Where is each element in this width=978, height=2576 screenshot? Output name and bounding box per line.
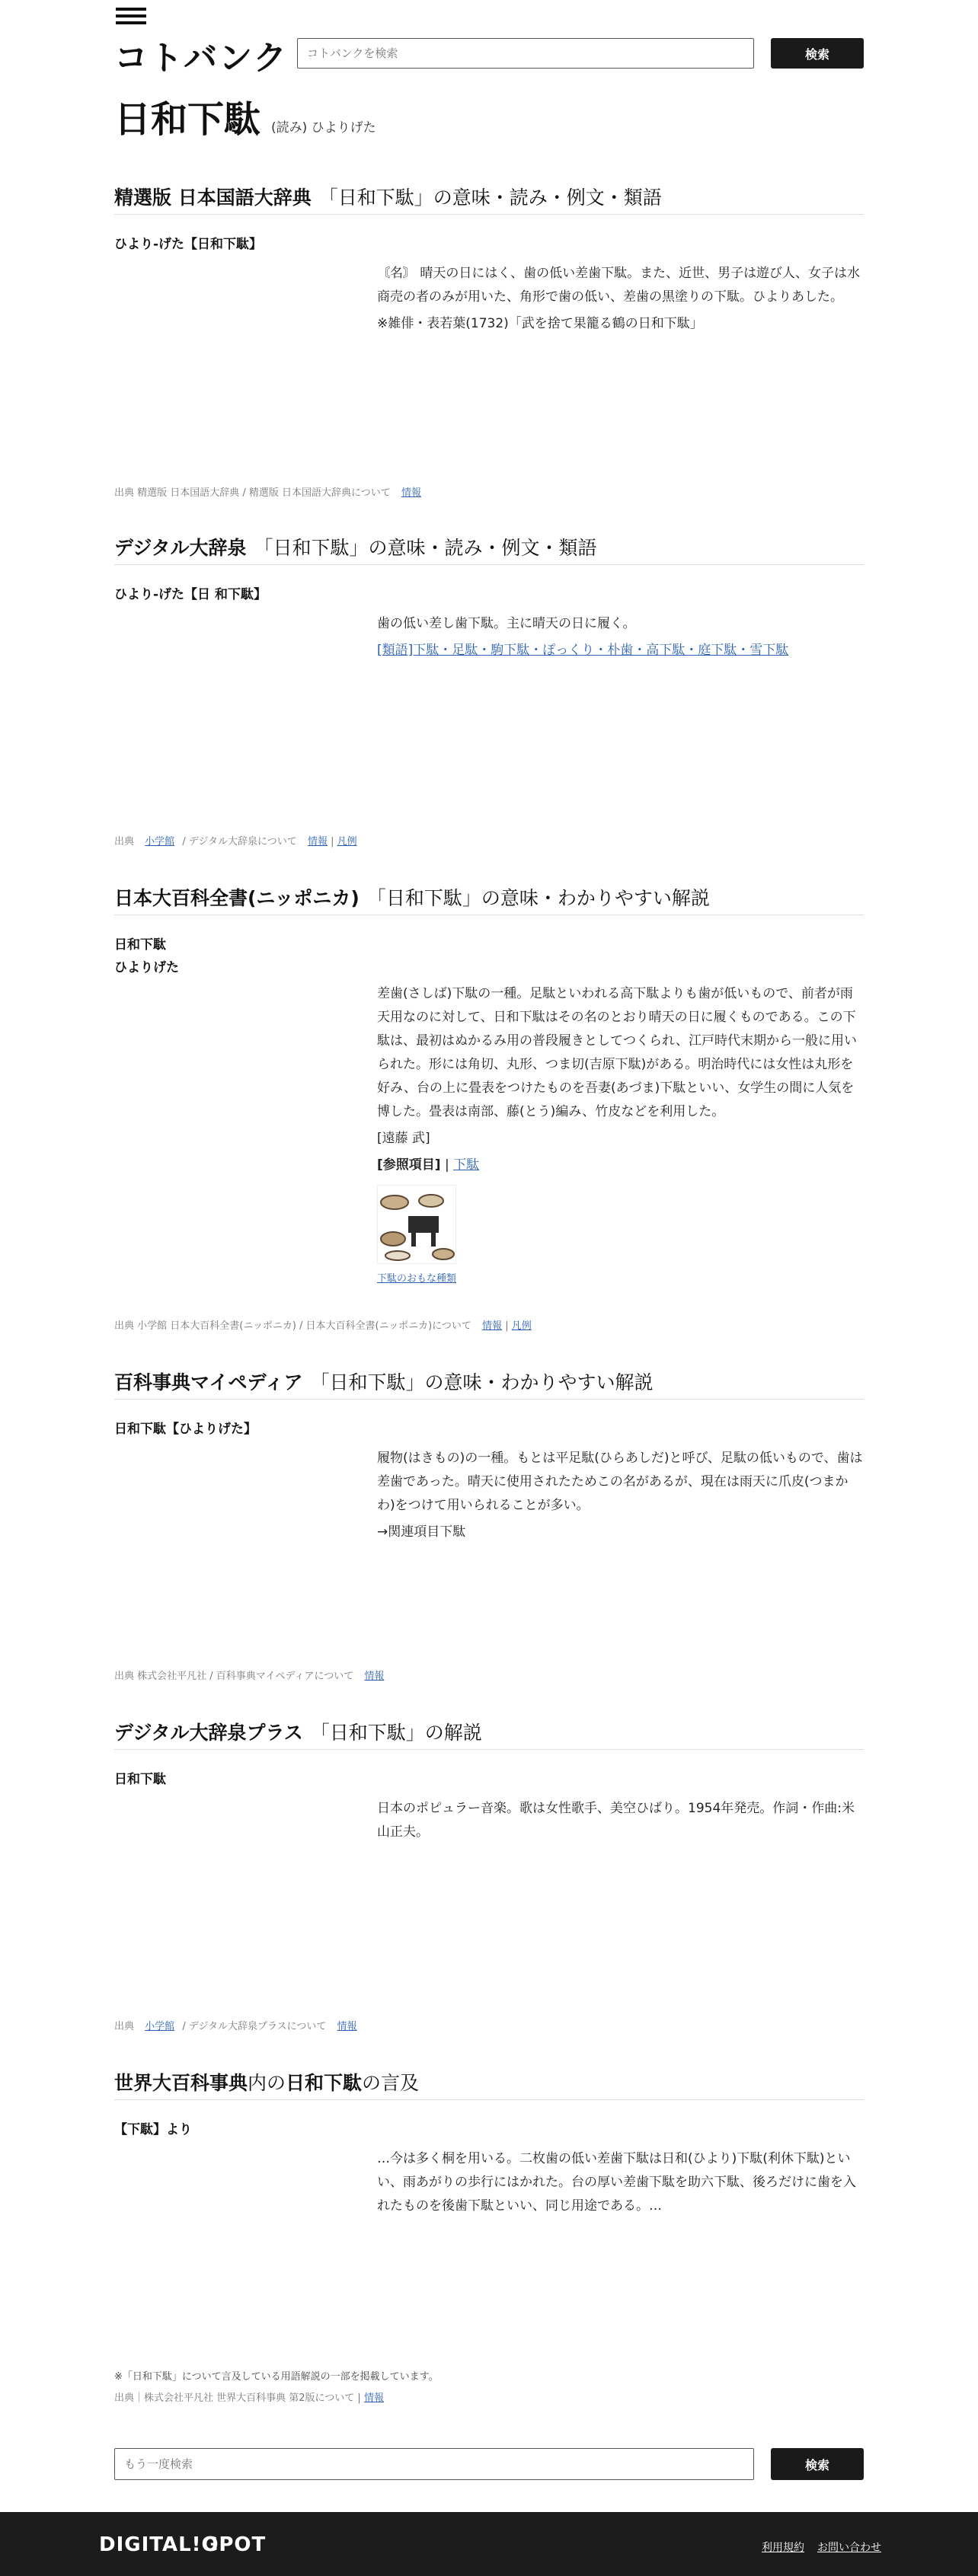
entry-body — [377, 1797, 865, 1847]
entry-headword: 日和下駄 — [114, 1772, 166, 1787]
dictionary-name: 日本大百科全書(ニッポニカ) — [114, 886, 360, 909]
section-heading — [114, 879, 864, 915]
dictionary-name: 百科事典マイペディア — [114, 1371, 303, 1393]
source-line: 出典 小学館 / デジタル大辞泉について 情報 | 凡例 — [114, 836, 357, 847]
section-seisenban — [114, 178, 864, 506]
site-header — [114, 0, 864, 84]
page-title-reading: (読み) ひよりげた — [271, 120, 376, 136]
entry-reading: ひよりげた — [114, 960, 179, 975]
synonym-links[interactable]: [類語]下駄・足駄・駒下駄・ぽっくり・朴歯・高下駄・庭下駄・雪下駄 — [377, 643, 789, 658]
source-prefix: 出典 — [114, 2021, 135, 2032]
source-line — [114, 2018, 357, 2032]
definition-text: 〘名〙 晴天の日にはく、歯の低い差歯下駄。また、近世、男子は遊び人、女子は水商売の者のみが用いた、角形で歯の低い、差歯の黒塗りの下駄。ひよりあした。 — [377, 266, 861, 305]
info-link[interactable]: 情報 — [364, 1671, 385, 1682]
excerpt-text: …今は多く桐を用いる。二枚歯の低い差歯下駄は日和(ひより)下駄(利休下駄)といい、雨あがりの歩行にはかれた。台の厚い差歯下駄を助六下駄、後ろだけに歯を入れたものを後歯下駄といい、同じ用途である。… — [377, 2151, 856, 2214]
info-link[interactable]: 情報 — [307, 836, 328, 847]
site-logo[interactable]: コトバンク — [114, 39, 289, 78]
search-input[interactable] — [297, 38, 754, 69]
entry-headword: 日和下駄【ひよりげた】 — [114, 1422, 257, 1437]
source-line — [114, 1668, 384, 1682]
section-heading — [114, 528, 864, 565]
terms-link[interactable]: 利用規約 — [762, 2542, 804, 2554]
heading-suffix: 「日和下駄」の意味・わかりやすい解説 — [366, 886, 710, 909]
publisher-link[interactable]: 小学館 — [145, 836, 175, 847]
source-text: 出典 小学館 日本大百科全書(ニッポニカ) / 日本大百科全書(ニッポニカ)について — [114, 1320, 471, 1332]
section-heading — [114, 1363, 864, 1400]
digitalio-logo[interactable]: DIGITAL!O — [99, 2533, 219, 2556]
section-heading — [114, 1713, 864, 1750]
heading-suffix: 「日和下駄」の意味・読み・例文・類語 — [254, 536, 597, 559]
definition-text: 履物(はきもの)の一種。もとは平足駄(ひらあしだ)と呼び、足駄の低いもので、歯は差歯であった。晴天に使用されたためこの名があるが、現在は雨天に爪皮(つまかわ)をつけて用いられることが多い。 — [377, 1451, 863, 1513]
search-button[interactable]: 検索 — [771, 38, 864, 69]
citation-text: ※雑俳・表若葉(1732)「武を捨て果籠る鶴の日和下駄」 — [377, 316, 703, 331]
source-line: 出典｜株式会社平凡社 世界大百科事典 第2版について | 情報 — [114, 2392, 384, 2404]
section-mypedia — [114, 1363, 864, 1690]
mention-note: ※「日和下駄」について言及している用語解説の一部を掲載しています。 — [114, 2371, 439, 2383]
footer-search-input[interactable] — [114, 2448, 754, 2480]
legend-link[interactable]: 凡例 — [511, 1320, 532, 1332]
source-line — [114, 484, 421, 499]
definition-text: 日本のポピュラー音楽。歌は女性歌手、美空ひばり。1954年発売。作詞・作曲:米山正夫。 — [377, 1801, 855, 1840]
info-link[interactable]: 情報 — [337, 2021, 357, 2032]
source-text: 出典 精選版 日本国語大辞典 / 精選版 日本国語大辞典について — [114, 487, 391, 499]
section-nipponica — [114, 879, 864, 1336]
source-text: / デジタル大辞泉について — [182, 836, 297, 847]
page-title — [114, 90, 376, 142]
definition-text: 差歯(さしば)下駄の一種。足駄といわれる高下駄よりも歯が低いもので、前者が雨天用なのに対して、日和下駄はその名のとおり晴天の日に履くものである。この下駄は、最初はぬかるみ用の普段履きとしてつくられ、江戸時代末期から一般に用いられた。形には角切、丸形、つま切(吉原下駄)がある。明治時代には女性は丸形を好み、台の上に畳表をつけたものを吾妻(あづま)下駄といい、女学生の間に人気を博した。畳表は南部、藤(とう)編み、竹皮などを利用した。 — [377, 986, 858, 1119]
entry-body: 差歯(さしば)下駄の一種。足駄といわれる高下駄よりも歯が低いもので、前者が雨天用なのに対して、日和下駄はその名のとおり晴天の日に履くものである。この下駄は、最初はぬかるみ用の普段履きとしてつくられ、江戸時代末期から一般に用いられた。形には角切、丸形、つま切(吉原下駄)がある。明治時代には女性は丸形を好み、台の上に畳表をつけたものを吾妻(あづま)下駄といい、女学生の間に人気を博した。畳表は南部、藤(とう)編み、竹皮などを利用した。 [遠藤 武] [参照項目] | 下駄 下駄のおもな種類 — [377, 982, 865, 1291]
heading-part-a: 内の — [248, 2071, 286, 2094]
dictionary-name: 世界大百科事典 — [114, 2071, 248, 2094]
info-link[interactable]: 情報 — [401, 487, 421, 499]
source-text: 出典｜株式会社平凡社 世界大百科事典 第2版について — [114, 2392, 355, 2404]
legend-link[interactable]: 凡例 — [337, 836, 357, 847]
dictionary-name: デジタル大辞泉プラス — [114, 1721, 303, 1744]
info-link[interactable]: 情報 — [482, 1320, 503, 1332]
dictionary-name: 精選版 日本国語大辞典 — [114, 186, 312, 209]
source-prefix: 出典 — [114, 836, 135, 847]
image-caption[interactable]: 下駄のおもな種類 — [377, 1273, 457, 1285]
entry-body — [377, 262, 865, 339]
reference-link[interactable]: 下駄 — [453, 1157, 480, 1173]
gpot-logo[interactable]: GPOT — [202, 2533, 267, 2556]
entry-headword: 日和下駄 — [114, 937, 166, 953]
source-text: 出典 株式会社平凡社 / 百科事典マイペディアについて — [114, 1671, 354, 1682]
source-text: / デジタル大辞泉プラスについて — [182, 2021, 327, 2032]
heading-suffix: 「日和下駄」の意味・読み・例文・類語 — [318, 186, 662, 209]
page-title-word: 日和下駄 — [114, 98, 261, 141]
publisher-link[interactable]: 小学館 — [145, 2021, 175, 2032]
heading-suffix: 「日和下駄」の解説 — [310, 1721, 482, 1744]
entry-body — [377, 1447, 865, 1547]
section-sekai-daihyakka — [114, 2064, 864, 2414]
entry-body — [377, 2147, 865, 2221]
entry-headword: 【下駄】より — [114, 2122, 192, 2137]
section-daijisen-plus — [114, 1713, 864, 2041]
site-footer — [0, 2512, 978, 2576]
definition-text: 歯の低い差し歯下駄。主に晴天の日に履く。 — [377, 616, 636, 631]
reference-label: [参照項目] — [377, 1157, 441, 1173]
info-link[interactable]: 情報 — [363, 2392, 384, 2404]
author-text: [遠藤 武] — [377, 1131, 430, 1146]
entry-headword: ひより‐げた【日 和下駄】 — [114, 587, 267, 602]
section-heading — [114, 178, 864, 215]
heading-part-b: の言及 — [362, 2071, 420, 2094]
section-daijisen — [114, 528, 864, 856]
dictionary-name: デジタル大辞泉 — [114, 536, 247, 559]
contact-link[interactable]: お問い合わせ — [817, 2542, 881, 2554]
related-items[interactable]: →関連項目下駄 — [377, 1524, 466, 1540]
geta-types-image[interactable] — [377, 1185, 456, 1264]
menu-icon[interactable] — [116, 8, 146, 23]
entry-headword: ひより‐げた【日和下駄】 — [114, 237, 263, 252]
source-line: 出典 小学館 日本大百科全書(ニッポニカ) / 日本大百科全書(ニッポニカ)について 情報 | 凡例 — [114, 1320, 532, 1332]
entry-body — [377, 612, 865, 666]
footer-search — [114, 2448, 864, 2480]
section-heading — [114, 2064, 864, 2100]
headword-mention: 日和下駄 — [286, 2071, 363, 2094]
footer-search-button[interactable]: 検索 — [771, 2448, 864, 2480]
heading-suffix: 「日和下駄」の意味・わかりやすい解説 — [310, 1371, 654, 1393]
